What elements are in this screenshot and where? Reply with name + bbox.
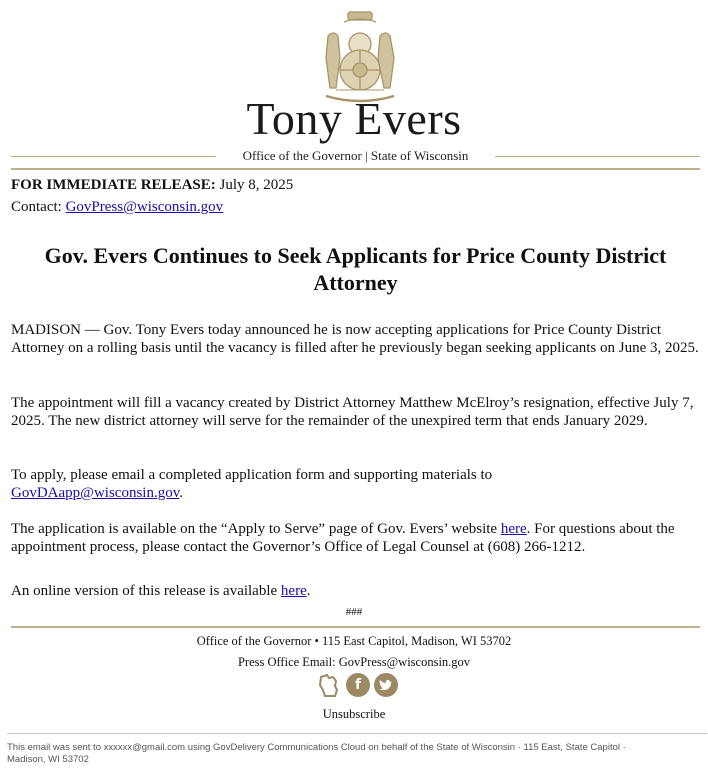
- header-divider: [11, 168, 700, 170]
- office-subtitle: Office of the Governor | State of Wisconsin: [242, 148, 469, 163]
- paragraph-4-text: The application is available on the “Apply to Serve” page of Gov. Evers’ website: [11, 521, 498, 537]
- headline: Gov. Evers Continues to Seek Applicants for Price County District Attorney: [44, 243, 667, 295]
- paragraph-5: [11, 582, 703, 600]
- paragraph-3-text: To apply, please email a completed application form and supporting materials to: [11, 467, 493, 483]
- governor-name: Tony Evers: [246, 93, 462, 144]
- disclaimer-divider: [7, 733, 707, 734]
- paragraph-2: The appointment will fill a vacancy created by District Attorney Matthew McElroy’s resignation, effective July 7, 2025. The new district attorney will serve for the remainder of the unexpired term that ends January 2029.: [11, 395, 694, 429]
- apply-to-serve-link[interactable]: here: [500, 521, 527, 537]
- unsubscribe-link[interactable]: Unsubscribe: [322, 707, 386, 721]
- paragraph-4-rest: . For questions about the appointment process, please contact the Governor’s Office of Legal Counsel at (608) 266-1212.: [11, 521, 675, 555]
- paragraph-5-text: An online version of this release is available: [11, 583, 278, 599]
- release-line: [11, 176, 293, 194]
- subtitle-row: [11, 148, 700, 164]
- press-email: Press Office Email: GovPress@wisconsin.gov: [237, 655, 471, 669]
- paragraph-5-end: .: [306, 583, 311, 599]
- paragraph-1: MADISON — Gov. Tony Evers today announced he is now accepting applications for Price County District Attorney on a rolling basis until the vacancy is filled after he previously began seeking applicants on June 3, 2025.: [11, 322, 699, 356]
- footer-divider: [11, 626, 700, 628]
- paragraph-4: [11, 520, 703, 556]
- email-disclaimer: This email was sent to xxxxxx@gmail.com using GovDelivery Communications Cloud on behalf of the State of Wisconsin · 115 East, State Capitol · Madison, WI 53702: [7, 742, 626, 765]
- twitter-icon[interactable]: [374, 673, 398, 697]
- paragraph-3: [11, 466, 703, 502]
- online-version-link[interactable]: here: [280, 583, 307, 599]
- contact-label: Contact:: [11, 199, 62, 215]
- facebook-icon[interactable]: f: [346, 673, 370, 697]
- state-seal: [314, 10, 406, 106]
- release-date: July 8, 2025: [219, 177, 294, 193]
- paragraph-3-end: .: [179, 485, 183, 501]
- contact-email-link[interactable]: GovPress@wisconsin.gov: [65, 199, 224, 215]
- release-label: FOR IMMEDIATE RELEASE:: [11, 177, 216, 193]
- end-mark: ###: [345, 606, 363, 618]
- contact-line: [11, 198, 223, 216]
- office-address: Office of the Governor • 115 East Capitol, Madison, WI 53702: [196, 634, 512, 648]
- social-links: [316, 673, 398, 699]
- application-email-link[interactable]: GovDAapp@wisconsin.gov: [11, 485, 180, 501]
- wisconsin-map-icon[interactable]: [316, 673, 342, 699]
